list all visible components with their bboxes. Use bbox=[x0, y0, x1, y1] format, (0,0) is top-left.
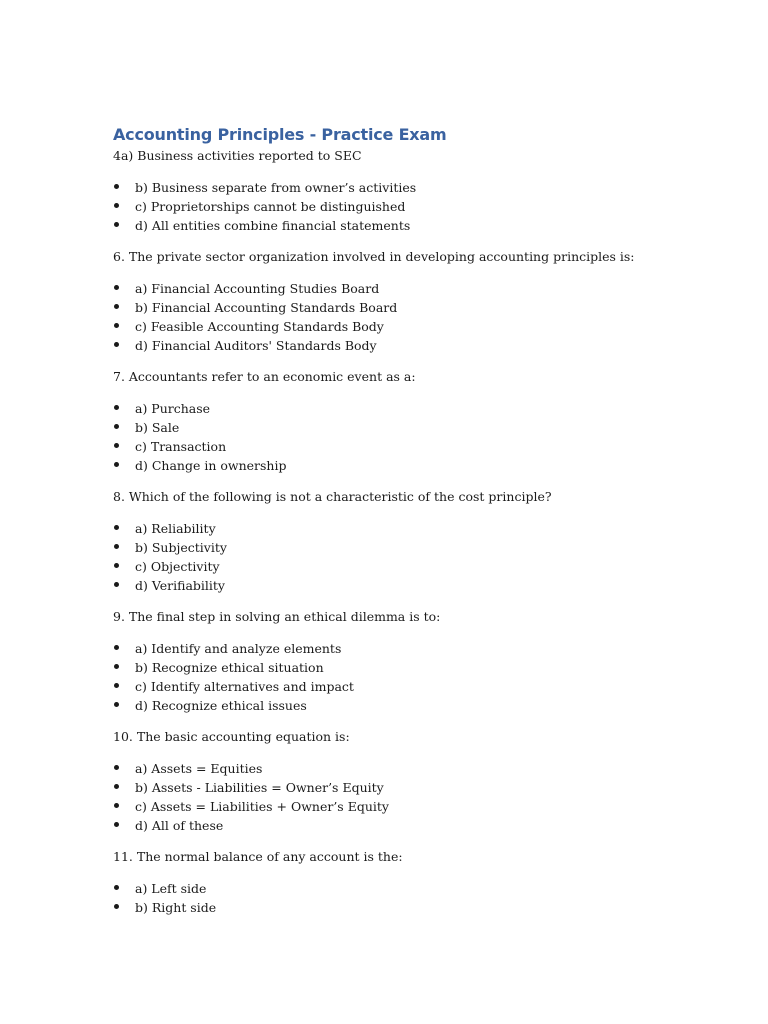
option-item bbox=[113, 456, 733, 475]
bullet-icon bbox=[114, 544, 119, 549]
option-item bbox=[113, 418, 733, 437]
bullet-icon bbox=[114, 664, 119, 669]
option-item bbox=[113, 178, 733, 197]
bullet-icon bbox=[114, 222, 119, 227]
option-text: d) All entities combine financial statements bbox=[135, 218, 411, 233]
document-content bbox=[113, 124, 733, 929]
option-item bbox=[113, 658, 733, 677]
option-text: a) Assets = Equities bbox=[135, 761, 263, 776]
question-11-text: 11. The normal balance of any account is the: bbox=[113, 849, 403, 864]
option-text: c) Proprietorships cannot be distinguished bbox=[135, 199, 406, 214]
option-text: c) Feasible Accounting Standards Body bbox=[135, 319, 384, 334]
bullet-icon bbox=[114, 323, 119, 328]
option-text: a) Identify and analyze elements bbox=[135, 641, 342, 656]
option-text: d) Verifiability bbox=[135, 578, 225, 593]
option-text: c) Identify alternatives and impact bbox=[135, 679, 354, 694]
bullet-icon bbox=[114, 563, 119, 568]
question-10-options bbox=[113, 759, 733, 835]
option-item bbox=[113, 437, 733, 456]
document-title: Accounting Principles - Practice Exam bbox=[113, 125, 447, 144]
option-item bbox=[113, 336, 733, 355]
bullet-icon bbox=[114, 203, 119, 208]
option-text: d) Financial Auditors' Standards Body bbox=[135, 338, 377, 353]
question-10-text: 10. The basic accounting equation is: bbox=[113, 729, 350, 744]
option-item bbox=[113, 759, 733, 778]
option-item bbox=[113, 317, 733, 336]
question-7-options bbox=[113, 399, 733, 475]
option-text: b) Assets - Liabilities = Owner’s Equity bbox=[135, 780, 384, 795]
question-11-options bbox=[113, 879, 733, 917]
option-text: d) Change in ownership bbox=[135, 458, 287, 473]
bullet-icon bbox=[114, 405, 119, 410]
bullet-icon bbox=[114, 822, 119, 827]
option-text: b) Sale bbox=[135, 420, 180, 435]
option-text: a) Reliability bbox=[135, 521, 216, 536]
bullet-icon bbox=[114, 285, 119, 290]
option-item bbox=[113, 399, 733, 418]
option-text: c) Objectivity bbox=[135, 559, 220, 574]
bullet-icon bbox=[114, 462, 119, 467]
option-item bbox=[113, 677, 733, 696]
bullet-icon bbox=[114, 702, 119, 707]
bullet-icon bbox=[114, 184, 119, 189]
bullet-icon bbox=[114, 582, 119, 587]
option-text: b) Recognize ethical situation bbox=[135, 660, 324, 675]
bullet-icon bbox=[114, 683, 119, 688]
option-item bbox=[113, 639, 733, 658]
bullet-icon bbox=[114, 304, 119, 309]
option-item bbox=[113, 557, 733, 576]
bullet-icon bbox=[114, 525, 119, 530]
option-item bbox=[113, 696, 733, 715]
option-item bbox=[113, 576, 733, 595]
option-item bbox=[113, 298, 733, 317]
option-item bbox=[113, 778, 733, 797]
question-9-text: 9. The final step in solving an ethical dilemma is to: bbox=[113, 609, 441, 624]
option-text: b) Business separate from owner’s activities bbox=[135, 180, 417, 195]
question-7-text: 7. Accountants refer to an economic event as a: bbox=[113, 369, 416, 384]
bullet-icon bbox=[114, 885, 119, 890]
option-item bbox=[113, 797, 733, 816]
option-item bbox=[113, 197, 733, 216]
option-text: b) Subjectivity bbox=[135, 540, 227, 555]
option-text: b) Financial Accounting Standards Board bbox=[135, 300, 398, 315]
option-text: a) Left side bbox=[135, 881, 207, 896]
option-item bbox=[113, 279, 733, 298]
option-text: d) Recognize ethical issues bbox=[135, 698, 307, 713]
bullet-icon bbox=[114, 803, 119, 808]
bullet-icon bbox=[114, 645, 119, 650]
option-item bbox=[113, 519, 733, 538]
option-item bbox=[113, 879, 733, 898]
bullet-icon bbox=[114, 784, 119, 789]
question-4a-options bbox=[113, 178, 733, 235]
bullet-icon bbox=[114, 765, 119, 770]
bullet-icon bbox=[114, 904, 119, 909]
question-6-options bbox=[113, 279, 733, 355]
question-4a-text: 4a) Business activities reported to SEC bbox=[113, 148, 362, 163]
option-text: a) Financial Accounting Studies Board bbox=[135, 281, 380, 296]
option-item bbox=[113, 538, 733, 557]
option-text: c) Assets = Liabilities + Owner’s Equity bbox=[135, 799, 389, 814]
option-text: b) Right side bbox=[135, 900, 217, 915]
question-8-options bbox=[113, 519, 733, 595]
option-item bbox=[113, 816, 733, 835]
bullet-icon bbox=[114, 424, 119, 429]
bullet-icon bbox=[114, 342, 119, 347]
option-item bbox=[113, 216, 733, 235]
bullet-icon bbox=[114, 443, 119, 448]
question-8-text: 8. Which of the following is not a characteristic of the cost principle? bbox=[113, 489, 552, 504]
option-text: a) Purchase bbox=[135, 401, 211, 416]
question-6-text: 6. The private sector organization involved in developing accounting principles is: bbox=[113, 249, 635, 264]
option-text: d) All of these bbox=[135, 818, 224, 833]
option-item bbox=[113, 898, 733, 917]
question-9-options bbox=[113, 639, 733, 715]
option-text: c) Transaction bbox=[135, 439, 227, 454]
